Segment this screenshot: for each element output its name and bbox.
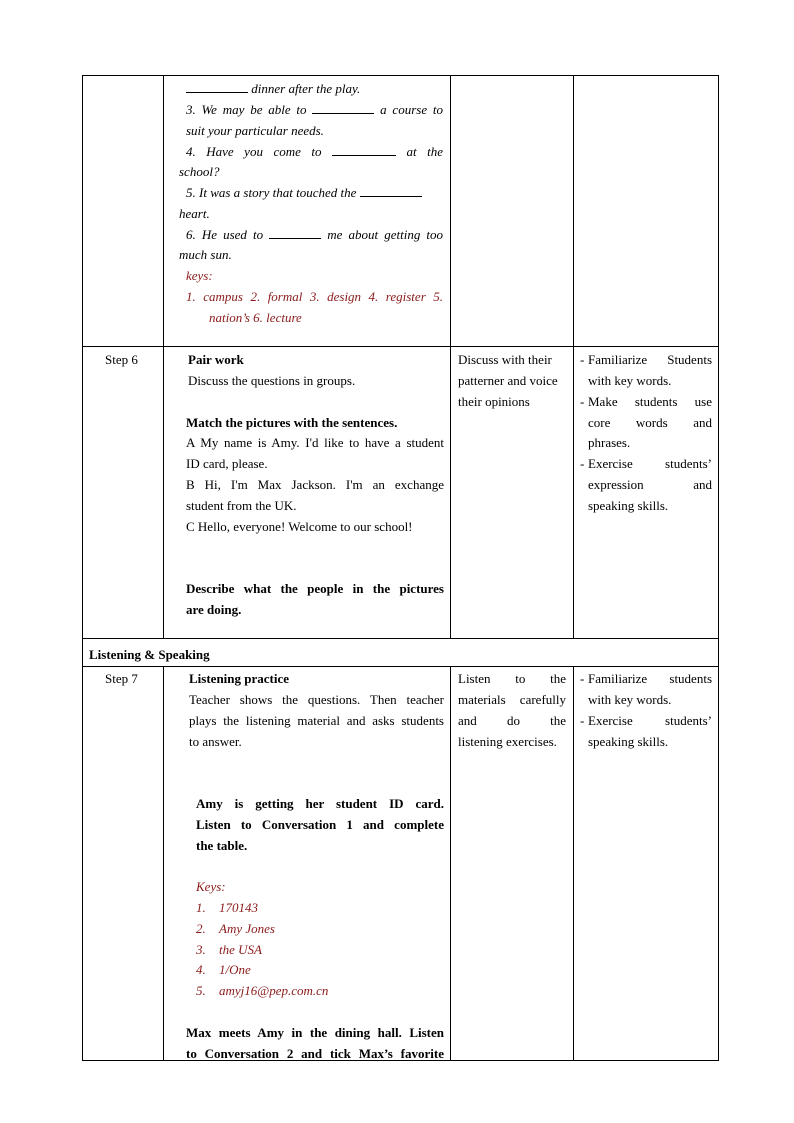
exercise-line: suit your particular needs. — [186, 123, 324, 138]
col-divider-1c — [163, 666, 164, 1061]
activity-text: patterner and voice — [458, 373, 558, 388]
keys-line: nation’s 6. lecture — [209, 310, 302, 325]
answer-blank — [186, 80, 248, 93]
step-subheading: Describe what the people in the pictures — [186, 581, 444, 596]
key-number: 1. — [196, 900, 206, 915]
exercise-line: 6. He used to me about getting too — [186, 227, 444, 242]
answer-blank — [332, 143, 396, 156]
task-instruction: Max meets Amy in the dining hall. Listen — [186, 1025, 444, 1040]
activity-text: listening exercises. — [458, 734, 557, 749]
step-subheading: Match the pictures with the sentences. — [186, 415, 398, 430]
step-heading: Pair work — [188, 352, 244, 367]
step-text: Teacher shows the questions. Then teacher — [189, 692, 444, 707]
activity-text: and do the — [458, 713, 566, 728]
bullet-dash: - — [580, 352, 585, 367]
row-divider-section — [82, 638, 719, 639]
sentence-c: C Hello, everyone! Welcome to our school! — [186, 519, 413, 534]
col-divider-2a — [450, 75, 451, 346]
keys-label: keys: — [186, 268, 213, 283]
aim-text: expression and — [588, 477, 712, 492]
exercise-line: dinner after the play. — [186, 79, 360, 100]
row-divider-step7 — [82, 666, 719, 667]
col-divider-2b — [450, 346, 451, 638]
aim-text: Familiarize Students — [588, 352, 712, 367]
bullet-dash: - — [580, 394, 585, 409]
task-instruction: the table. — [196, 838, 248, 853]
step-text: plays the listening material and asks students — [189, 713, 444, 728]
step-label: Step 7 — [105, 671, 138, 686]
keys-label: Keys: — [196, 879, 226, 894]
lesson-plan-table — [82, 75, 719, 1061]
exercise-line: 3. We may be able to a course to — [186, 102, 443, 117]
exercise-line: heart. — [179, 206, 210, 221]
aim-text: Make students use — [588, 394, 712, 409]
col-divider-1a — [163, 75, 164, 346]
aim-text: speaking skills. — [588, 498, 669, 513]
key-number: 5. — [196, 983, 206, 998]
row-divider-step6 — [82, 346, 719, 347]
task-instruction: Listen to Conversation 1 and complete — [196, 817, 444, 832]
aim-text: with key words. — [588, 692, 672, 707]
step-label: Step 6 — [105, 352, 138, 367]
key-number: 4. — [196, 962, 206, 977]
aim-text: speaking skills. — [588, 734, 669, 749]
aim-text: Exercise students’ — [588, 713, 712, 728]
key-answer: amyj16@pep.com.cn — [219, 983, 329, 998]
col-divider-1b — [163, 346, 164, 638]
answer-blank — [269, 226, 321, 239]
section-title: Listening & Speaking — [89, 647, 210, 662]
sentence-a: A My name is Amy. I'd like to have a student — [186, 435, 444, 450]
keys-line: 1. campus 2. formal 3. design 4. register 5. — [186, 289, 443, 304]
aim-text: Exercise students’ — [588, 456, 712, 471]
bullet-dash: - — [580, 671, 585, 686]
bullet-dash: - — [580, 456, 585, 471]
answer-blank — [312, 101, 374, 114]
task-instruction: to Conversation 2 and tick Max’s favorite — [186, 1046, 444, 1061]
step-heading: Listening practice — [189, 671, 290, 686]
step-text: to answer. — [189, 734, 242, 749]
bullet-dash: - — [580, 713, 585, 728]
sentence-b: student from the UK. — [186, 498, 297, 513]
key-answer: Amy Jones — [219, 921, 275, 936]
step-text: Discuss the questions in groups. — [188, 373, 356, 388]
activity-text: their opinions — [458, 394, 530, 409]
exercise-line: 4. Have you come to at the — [186, 144, 443, 159]
aim-text: core words and — [588, 415, 712, 430]
activity-text: materials carefully — [458, 692, 566, 707]
col-divider-2c — [450, 666, 451, 1061]
col-divider-3a — [573, 75, 574, 346]
sentence-b: B Hi, I'm Max Jackson. I'm an exchange — [186, 477, 444, 492]
aim-text: phrases. — [588, 435, 631, 450]
activity-text: Discuss with their — [458, 352, 552, 367]
sentence-a: ID card, please. — [186, 456, 268, 471]
col-divider-3b — [573, 346, 574, 638]
step-subheading: are doing. — [186, 602, 242, 617]
col-divider-3c — [573, 666, 574, 1061]
exercise-line: 5. It was a story that touched the — [186, 183, 422, 204]
key-number: 2. — [196, 921, 206, 936]
aim-text: with key words. — [588, 373, 672, 388]
key-answer: the USA — [219, 942, 262, 957]
key-answer: 170143 — [219, 900, 258, 915]
answer-blank — [360, 184, 422, 197]
aim-text: Familiarize students — [588, 671, 712, 686]
key-number: 3. — [196, 942, 206, 957]
activity-text: Listen to the — [458, 671, 566, 686]
exercise-line: school? — [179, 164, 220, 179]
key-answer: 1/One — [219, 962, 251, 977]
task-instruction: Amy is getting her student ID card. — [196, 796, 444, 811]
exercise-line: much sun. — [179, 247, 232, 262]
